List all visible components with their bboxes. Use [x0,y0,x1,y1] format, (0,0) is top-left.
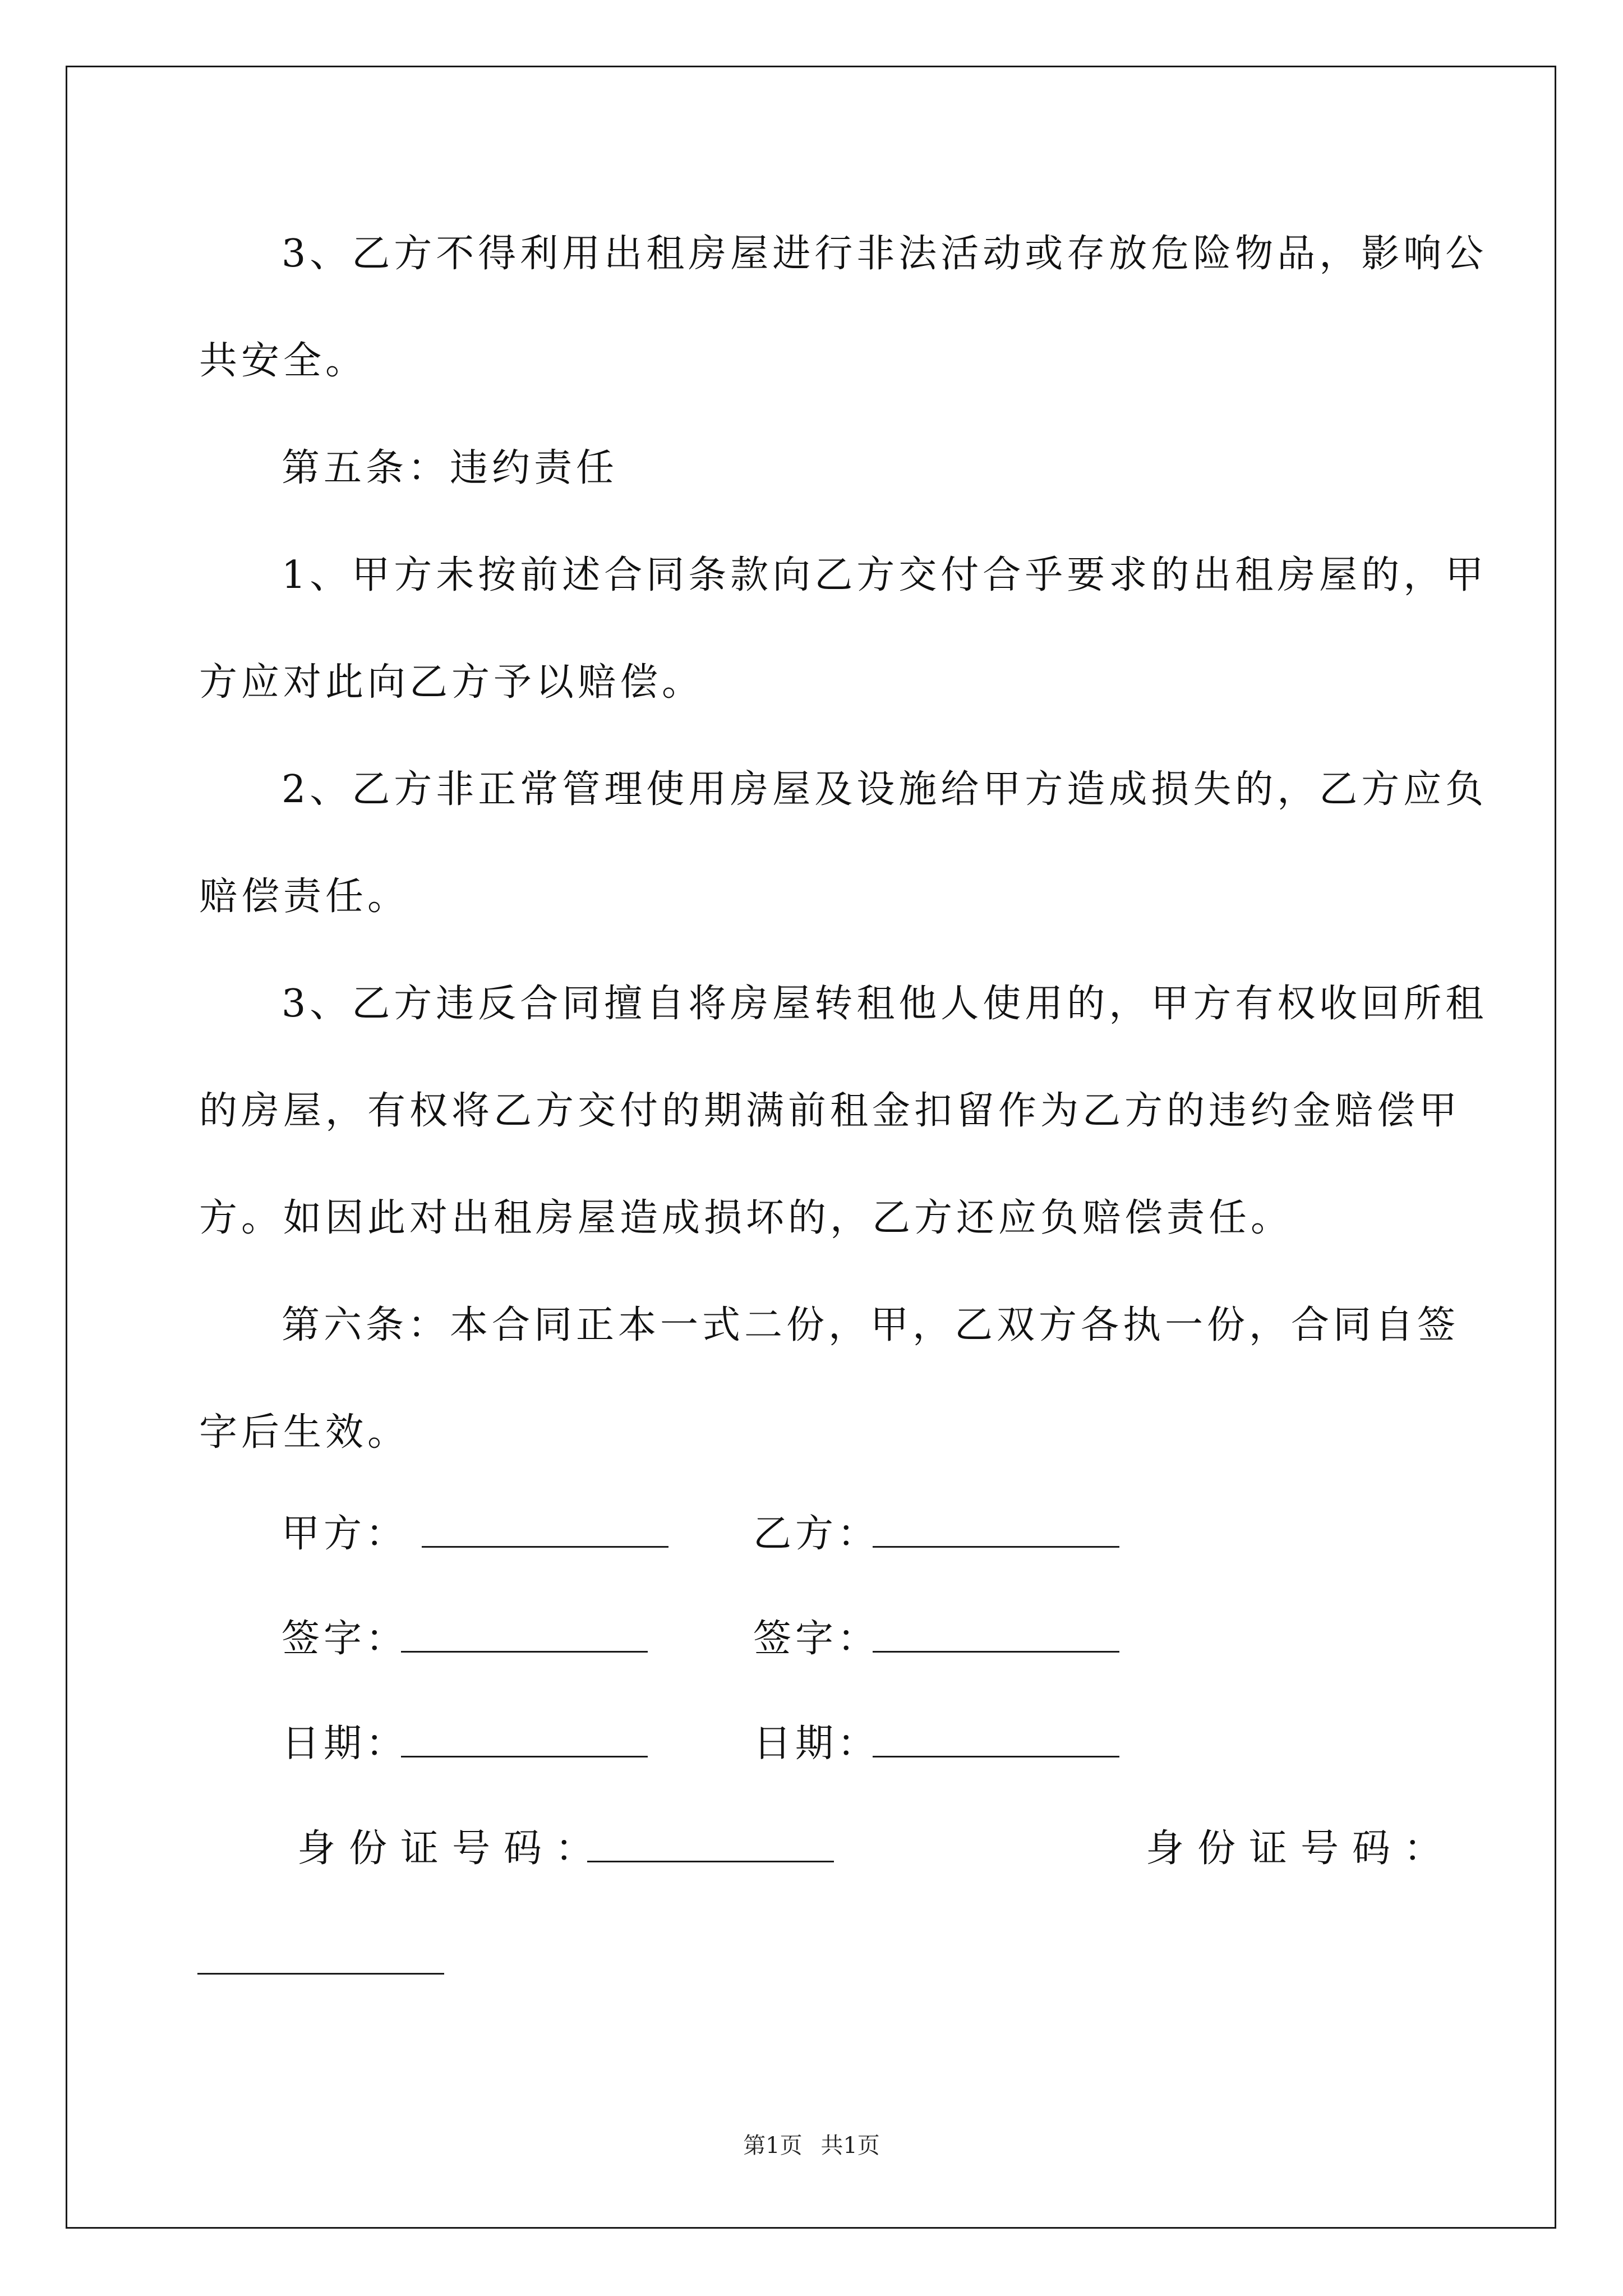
article-5-heading: 第五条：违约责任 [282,446,619,490]
date-b-line[interactable] [873,1756,1119,1757]
id-number-a-label: 身份证号码： [297,1826,607,1871]
party-a-line[interactable] [422,1546,668,1548]
sign-a-line[interactable] [401,1651,648,1653]
clause-4-3-line-2: 共安全。 [199,339,368,383]
clause-5-2-line-2: 赔偿责任。 [199,875,410,919]
clause-4-3-line-1: 3、乙方不得利用出租房屋进行非法活动或存放危险物品，影响公 [282,232,1488,276]
date-a-label: 日期： [282,1722,408,1766]
article-6-line-1: 第六条：本合同正本一式二份，甲，乙双方各执一份，合同自签 [282,1303,1460,1347]
clause-5-1-line-2: 方应对此向乙方予以赔偿。 [199,660,704,705]
clause-5-3-line-3: 方。如因此对出租房屋造成损坏的，乙方还应负赔偿责任。 [199,1196,1293,1240]
id-number-b-line[interactable] [197,1973,444,1975]
page-footer [0,2129,1623,2162]
article-6-line-2: 字后生效。 [199,1410,410,1455]
date-b-label: 日期： [753,1722,880,1766]
page-number-total: 共1页 [820,2133,880,2159]
clause-5-2-line-1: 2、乙方非正常管理使用房屋及设施给甲方造成损失的，乙方应负 [282,767,1488,812]
clause-5-1-line-1: 1、甲方未按前述合同条款向乙方交付合乎要求的出租房屋的，甲 [282,553,1488,597]
id-number-a-line[interactable] [587,1861,834,1862]
page-number-current: 第1页 [743,2133,803,2159]
sign-b-line[interactable] [873,1651,1119,1653]
date-a-line[interactable] [401,1756,648,1757]
sign-a-label: 签字： [282,1617,408,1661]
sign-b-label: 签字： [753,1617,880,1661]
party-b-label: 乙方： [753,1512,880,1556]
clause-5-3-line-1: 3、乙方违反合同擅自将房屋转租他人使用的，甲方有权收回所租 [282,982,1488,1026]
party-b-line[interactable] [873,1546,1119,1548]
clause-5-3-line-2: 的房屋，有权将乙方交付的期满前租金扣留作为乙方的违约金赔偿甲 [199,1089,1461,1133]
party-a-label: 甲方： [282,1512,408,1556]
id-number-b-label: 身份证号码： [1146,1826,1456,1871]
